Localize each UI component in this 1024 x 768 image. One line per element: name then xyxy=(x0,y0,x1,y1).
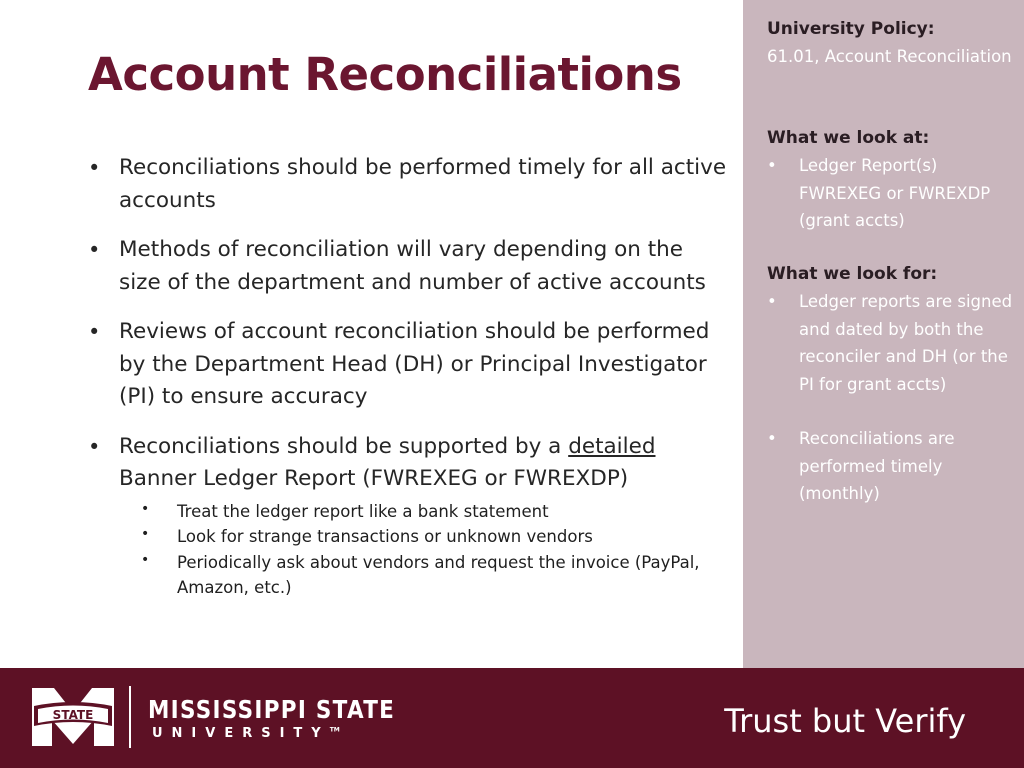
list-item xyxy=(88,431,728,601)
page-title: Account Reconciliations xyxy=(88,48,682,101)
sidebar-item-text: Ledger Report(s) FWREXEG or FWREXDP (grant accts) xyxy=(799,156,991,230)
list-item xyxy=(88,316,728,414)
sub-bullet-icon: • xyxy=(141,500,150,517)
bullet-icon: • xyxy=(88,320,101,344)
bullet-text: Reconciliations should be performed timely for all active accounts xyxy=(119,155,727,213)
bullet-icon: • xyxy=(767,429,777,448)
sidebar-item-text: Ledger reports are signed and dated by both the reconciler and DH (or the PI for grant accts) xyxy=(799,292,1013,394)
bullet-text: Methods of reconciliation will vary depending on the size of the department and number of active accounts xyxy=(119,237,706,295)
sidebar-list-item xyxy=(767,152,1017,235)
policy-block xyxy=(767,16,1017,71)
look-for-block xyxy=(767,261,1017,508)
look-for-heading: What we look for: xyxy=(767,264,938,284)
list-item xyxy=(88,234,728,299)
bullet-icon: • xyxy=(88,238,101,262)
list-item xyxy=(88,152,728,217)
tagline: Trust but Verify xyxy=(724,702,966,740)
university-logo-icon xyxy=(30,686,116,748)
sub-bullet-text: Treat the ledger report like a bank statement xyxy=(177,501,549,521)
trademark-mark: TM xyxy=(329,726,340,734)
sub-bullet-icon: • xyxy=(141,526,150,542)
bullet-icon: • xyxy=(767,156,777,175)
sub-list-item xyxy=(119,499,728,525)
bullet-icon: • xyxy=(767,292,777,311)
policy-sidebar xyxy=(743,0,1024,668)
look-for-list xyxy=(767,288,1017,508)
look-at-heading: What we look at: xyxy=(767,128,930,148)
sidebar-list-item xyxy=(767,288,1017,398)
sub-bullet-list xyxy=(119,499,728,601)
bullet-text: Reviews of account reconciliation should be performed by the Department Head (DH) or Principal Investigator (PI) to ensure accuracy xyxy=(119,319,710,409)
main-bullet-list xyxy=(88,152,728,618)
sidebar-list-item xyxy=(767,425,1017,508)
university-subtitle-text: UNIVERSITY xyxy=(152,726,330,741)
sub-bullet-text: Periodically ask about vendors and request the invoice (PayPal, Amazon, etc.) xyxy=(177,552,700,597)
look-at-block xyxy=(767,125,1017,235)
sub-bullet-icon: • xyxy=(141,551,150,568)
sidebar-item-text: Reconciliations are performed timely (monthly) xyxy=(799,429,955,503)
look-at-list xyxy=(767,152,1017,235)
bullet-text-continued: Banner Ledger Report (FWREXEG or FWREXDP) xyxy=(119,466,629,491)
policy-text: 61.01, Account Reconciliation xyxy=(767,47,1012,66)
logo-divider xyxy=(129,686,131,748)
bullet-icon: • xyxy=(88,434,101,459)
university-subtitle xyxy=(152,726,340,741)
sub-list-item xyxy=(119,524,728,550)
bullet-text: Reconciliations should be supported by a xyxy=(119,433,569,459)
sub-bullet-text: Look for strange transactions or unknown vendors xyxy=(177,527,593,546)
underlined-word: detailed xyxy=(568,433,656,459)
sub-list-item xyxy=(119,550,728,601)
university-name: MISSISSIPPI STATE xyxy=(148,695,396,724)
logo-badge-text: STATE xyxy=(52,708,94,722)
bullet-icon: • xyxy=(88,156,101,180)
policy-heading: University Policy: xyxy=(767,19,935,39)
footer-bar xyxy=(0,668,1024,768)
